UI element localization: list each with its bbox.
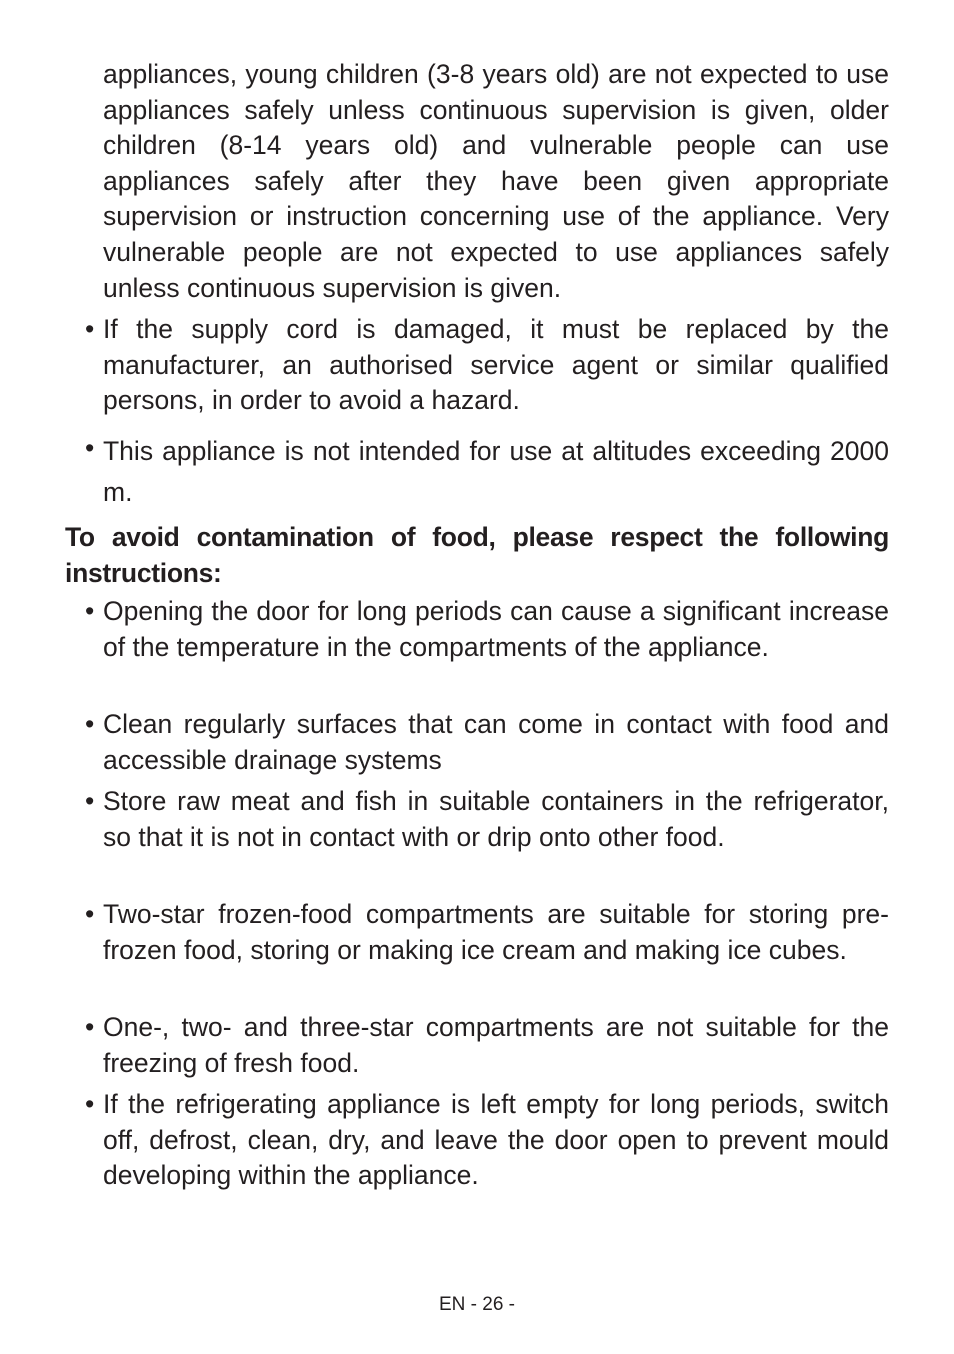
- bullet-marker: •: [85, 1012, 95, 1042]
- bullet-marker: •: [85, 786, 95, 816]
- bullet-marker: •: [85, 314, 95, 344]
- page-number: EN - 26 -: [438, 1294, 516, 1315]
- food-item-door-opening: Opening the door for long periods can cause a significant increase of the temperature in the compartments of the appliance.: [103, 596, 889, 662]
- bullet-marker: •: [85, 1089, 95, 1119]
- bullet-marker: •: [85, 899, 95, 929]
- food-item-two-star: Two-star frozen-food compartments are suitable for storing pre-frozen food, storing or making ice cream and making ice cubes.: [103, 899, 889, 965]
- food-item-star-compartments: One-, two- and three-star compartments are not suitable for the freezing of fresh food.: [103, 1012, 889, 1078]
- continuation-paragraph: appliances, young children (3-8 years old) are not expected to use appliances safely unless continuous supervision is given, older children (8-14 years old) and vulnerable people can use appliances safely after they have been given appropriate supervision or instruction concerning use of the appliance. Very vulnerable people are not expected to use appliances safely unless continuous supervision is given.: [103, 59, 889, 303]
- safety-item-supply-cord: If the supply cord is damaged, it must be replaced by the manufacturer, an authorised service agent or similar qualified persons, in order to avoid a hazard.: [103, 314, 889, 416]
- food-contamination-heading: To avoid contamination of food, please respect the following instructions:: [65, 522, 889, 588]
- food-item-left-empty: If the refrigerating appliance is left empty for long periods, switch off, defrost, clean, dry, and leave the door open to prevent mould developing within the appliance.: [103, 1089, 889, 1191]
- bullet-marker: •: [85, 709, 95, 739]
- food-item-raw-meat: Store raw meat and fish in suitable containers in the refrigerator, so that it is not in contact with or drip onto other food.: [103, 786, 889, 852]
- safety-item-altitude: This appliance is not intended for use at altitudes exceeding 2000 m.: [103, 436, 889, 507]
- food-item-clean-surfaces: Clean regularly surfaces that can come in contact with food and accessible drainage systems: [103, 709, 889, 775]
- bullet-marker: •: [85, 596, 95, 626]
- bullet-marker: •: [85, 433, 95, 463]
